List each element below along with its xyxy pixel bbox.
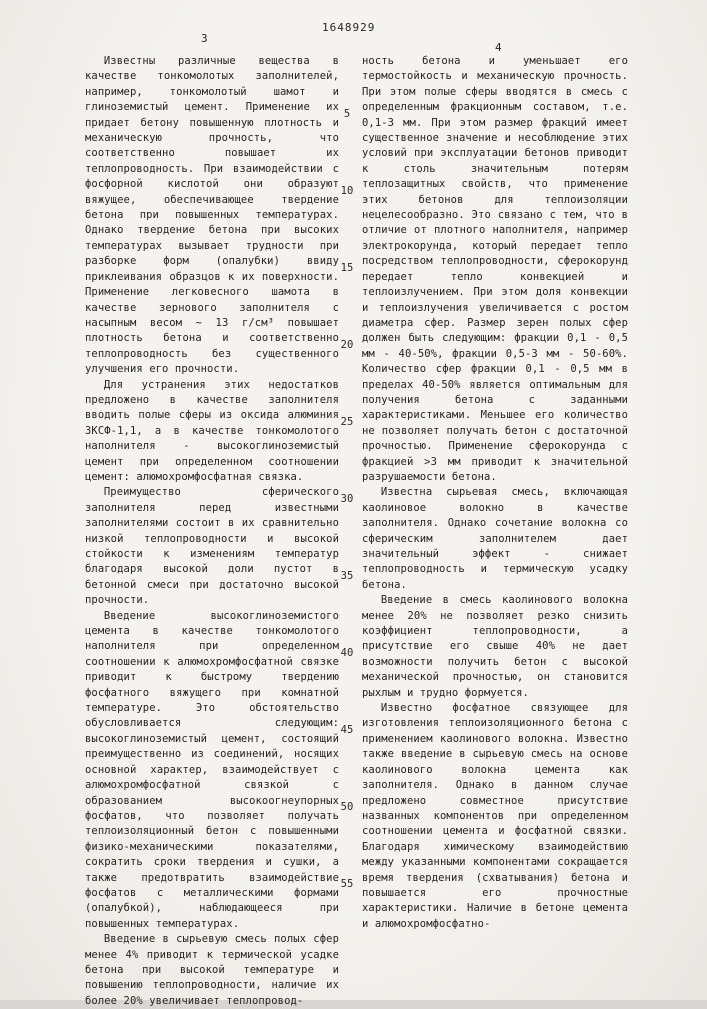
line-number: 10 <box>340 185 354 197</box>
page-number-right: 4 <box>495 41 503 54</box>
line-number: 45 <box>340 724 354 736</box>
line-number: 25 <box>340 416 354 428</box>
paragraph: Для устранения этих недостатков предложено в качестве заполнителя вводить полые сферы из оксида алюминия ЗКСФ-1,1, а в качестве тонкомолотого наполнителя - высокоглиноземистый цемент при определенном соотношении цемент: алюмохромфосфатная связка. <box>85 378 339 483</box>
paragraph: Введение высокоглиноземистого цемента в качестве тонкомолотого наполнителя при определенном соотношении к алюмохромфосфатной связке приводит к быстрому твердению фосфатного вяжущего при комнатной температуре. Это обстоятельство обусловливается следующим: высокоглиноземистый цемент, состоящий преимущественно из соединений, носящих основной характер, взаимодействует с алюмохромфосфатной связкой с образованием высокоогнеупорных фосфатов, что позволяет получать теплоизоляционный бетон с повышенными физико-механическими показателями, сократить сроки твердения и сушки, а также предотвратить взаимодействие фосфатов с металлическими формами (опалубкой), наблюдающееся при повышенных температурах. <box>85 609 339 930</box>
line-number: 20 <box>340 339 354 351</box>
paragraph: ность бетона и уменьшает его термостойкость и механическую прочность. При этом полые сферы вводятся в смесь с определенным фракционным составом, т.е. 0,1-3 мм. При этом размер фракций имеет существенное значение и несоблюдение этих условий при эксплуатации бетонов приводит к столь значительным потерям теплозащитных свойств, что применение этих бетонов для теплоизоляции нецелесообразно. Это связано с тем, что в отличие от плотного наполнителя, например электрокорунда, который передает тепло посредством теплопроводности, сферокорунд передает тепло конвекцией и теплоизлучением. При этом доля конвекции и теплоизлучения увеличивается с ростом диаметра сфер. Размер зерен полых сфер должен быть следующим: фракции 0,1 - 0,5 мм - 40-50%, фракции 0,5-3 мм - 50-60%. Количество сфер фракции 0,1 - 0,5 мм в пределах 40-50% является оптимальным для получения бетона с заданными характеристиками. Меньшее его количество не позволяет получать бетон с достаточной прочностью. Применение сферокорунда с фракцией >3 мм приводит к значительной разрушаемости бетона. <box>362 55 628 483</box>
paragraph: Известны различные вещества в качестве тонкомолотых заполнителей, например, тонкомолотый шамот и глиноземистый цемент. Применение их придает бетону повышенную плотность и механическую прочность, что соответственно повышает их теплопроводность. При взаимодействии с фосфорной кислотой они образуют вяжущее, обеспечивающее твердение бетона при повышенных температурах. Однако твердение бетона при высоких температурах вызывает трудности при разборке форм (опалубки) ввиду приклеивания образцов к их поверхности. Применение легковесного шамота в качестве зернового заполнителя с насыпным весом ~ 13 г/см³ повышает плотность бетона и соответственно теплопроводность без существенного улучшения его прочности. <box>85 55 339 376</box>
left-text-column <box>85 54 339 1009</box>
line-number: 40 <box>340 647 354 659</box>
line-number: 50 <box>340 801 354 813</box>
line-number: 30 <box>340 493 354 505</box>
line-number: 35 <box>340 570 354 582</box>
paragraph: Введение в сырьевую смесь полых сфер менее 4% приводит к термической усадке бетона при высокой температуре и повышению теплопроводности, наличие их более 20% увеличивает теплопровод- <box>85 933 339 1007</box>
paragraph: Преимущество сферического заполнителя перед известными заполнителями состоит в их сравнительно низкой теплопроводности и высокой стойкости к изменениям температур благодаря высокой доли пустот в бетонной смеси при достаточно высокой прочности. <box>85 486 339 607</box>
line-number: 55 <box>340 878 354 890</box>
right-text-column <box>362 54 628 932</box>
paragraph: Введение в смесь каолинового волокна менее 20% не позволяет резко снизить коэффициент теплопроводности, а присутствие его свыше 40% не дает возможности получить бетон с высокой механической прочностью, он становится рыхлым и трудно формуется. <box>362 594 628 699</box>
line-number: 15 <box>340 262 354 274</box>
paragraph: Известна сырьевая смесь, включающая каолиновое волокно в качестве заполнителя. Однако сочетание волокна со сферическим заполнителем дает значительный эффект - снижает теплопроводность и термическую усадку бетона. <box>362 486 628 591</box>
line-number: 5 <box>343 108 351 120</box>
page-number-left: 3 <box>201 32 209 45</box>
paragraph: Известно фосфатное связующее для изготовления теплоизоляционного бетона с применением каолинового волокна. Известно также введение в сырьевую смесь на основе каолинового волокна цемента как заполнителя. Однако в данном случае предложено совместное присутствие названных компонентов при определенном соотношении цемента и фосфатной связки. Благодаря химическому взаимодействию между указанными компонентами сокращается время твердения (схватывания) бетона и повышается его прочностные характеристики. Наличие в бетоне цемента и алюмохромфосфатно- <box>362 702 628 930</box>
patent-number: 1648929 <box>322 21 376 34</box>
